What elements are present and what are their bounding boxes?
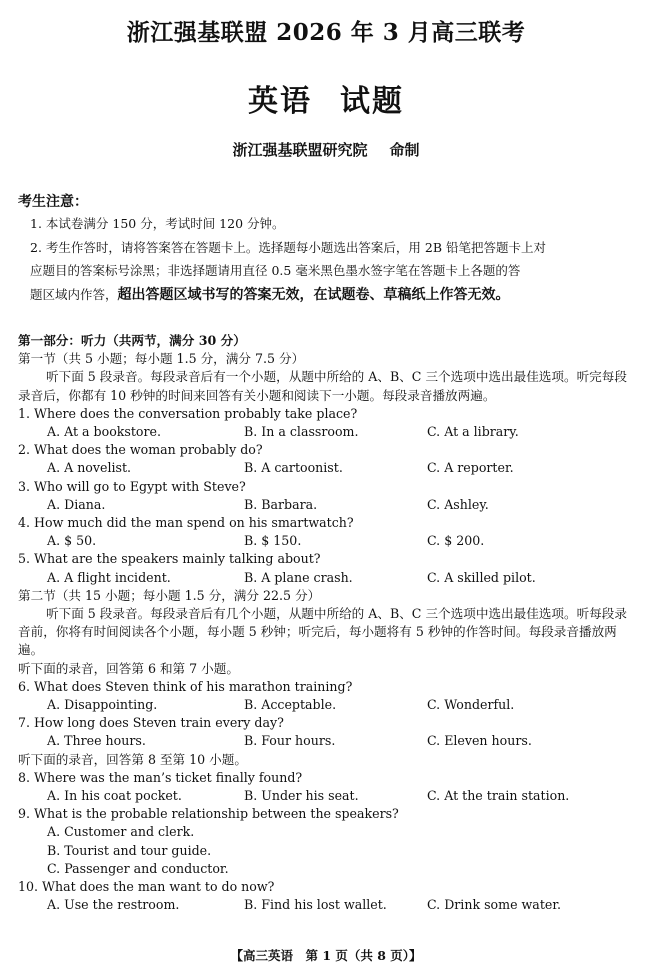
option-c: C. Wonderful. <box>427 697 515 713</box>
question-9 <box>18 805 636 878</box>
option-c: C. At the train station. <box>427 788 570 804</box>
notice-item-1: 1. 本试卷满分 150 分，考试时间 120 分钟。 <box>30 216 285 231</box>
options <box>18 459 636 477</box>
listening-part <box>18 332 636 915</box>
question-10 <box>18 878 636 914</box>
notice-item-2-line-2: 应题目的答案标号涂黑；非选择题请用直径 0.5 毫米黑色墨水签字笔在答题卡上各题的答 <box>30 263 521 278</box>
option-b: B. A cartoonist. <box>244 460 343 476</box>
question-8 <box>18 769 636 805</box>
maker-institute: 浙江强基联盟研究院 <box>232 141 368 159</box>
option-b: B. In a classroom. <box>244 424 359 440</box>
options <box>18 896 636 914</box>
option-c: C. Passenger and conductor. <box>47 860 229 876</box>
option-c: C. Drink some water. <box>427 897 561 913</box>
question-stem: 4. How much did the man spend on his smartwatch? <box>18 515 354 531</box>
option-c: C. Ashley. <box>427 496 489 512</box>
exam-title: 浙江强基联盟 2026 年 3 月高三联考 <box>126 19 526 46</box>
question-stem: 6. What does Steven think of his marathon training? <box>18 678 353 694</box>
option-b: B. Tourist and tour guide. <box>47 842 212 858</box>
option-c: C. At a library. <box>427 424 519 440</box>
option-c: C. A skilled pilot. <box>427 569 536 585</box>
option-b: B. Barbara. <box>244 496 318 512</box>
notice-item-2-line-1: 2. 考生作答时，请将答案答在答题卡上。选择题每小题选出答案后，用 2B 铅笔把答题卡上对 <box>30 240 546 255</box>
prompt-8-10: 听下面的录音，回答第 8 至第 10 小题。 <box>18 751 247 767</box>
option-a: A. Three hours. <box>47 733 146 749</box>
options <box>18 732 636 750</box>
option-c: C. $ 200. <box>427 533 485 549</box>
option-c: C. Eleven hours. <box>427 733 532 749</box>
option-a: A. Use the restroom. <box>47 897 180 913</box>
question-2 <box>18 441 636 477</box>
question-stem: 1. Where does the conversation probably take place? <box>18 405 358 421</box>
question-1 <box>18 405 636 441</box>
options <box>18 496 636 514</box>
section2-instructions: 听下面 5 段录音。每段录音后有几个小题，从题中所给的 A、B、C 三个选项中选出最佳选项。听每段录音前，你将有时间阅读各个小题，每小题 5 秒钟；听完后，每小题将有 5 秒钟的作答时间。每段录音播放两遍。 <box>18 606 627 658</box>
maker-line <box>0 139 652 160</box>
option-a: A. In his coat pocket. <box>47 788 182 804</box>
notice-item-2-line-3 <box>30 285 650 305</box>
question-5 <box>18 550 636 586</box>
option-a: A. At a bookstore. <box>47 424 161 440</box>
options <box>18 423 636 441</box>
question-7 <box>18 714 636 750</box>
notice-item-2-text: 题区域内作答， <box>30 287 118 302</box>
option-a: A. Disappointing. <box>47 697 158 713</box>
question-stem: 7. How long does Steven train every day? <box>18 715 284 731</box>
options <box>18 569 636 587</box>
option-a: A. A flight incident. <box>47 569 171 585</box>
options <box>18 532 636 550</box>
subject-name: 英语 <box>248 84 312 119</box>
question-3 <box>18 478 636 514</box>
notice-heading: 考生注意： <box>18 194 88 210</box>
question-stem: 5. What are the speakers mainly talking about? <box>18 551 321 567</box>
options <box>18 787 636 805</box>
question-stem: 10. What does the man want to do now? <box>18 879 275 895</box>
option-a: A. A novelist. <box>47 460 132 476</box>
subject-title <box>0 76 652 120</box>
question-stem: 9. What is the probable relationship between the speakers? <box>18 806 399 822</box>
options <box>18 696 636 714</box>
page-footer: 【高三英语 第 1 页（共 8 页）】 <box>230 948 422 963</box>
question-stem: 2. What does the woman probably do? <box>18 442 263 458</box>
part1-heading: 第一部分：听力（共两节，满分 30 分） <box>18 333 246 348</box>
option-b: B. Find his lost wallet. <box>244 897 387 913</box>
option-a: A. $ 50. <box>47 533 97 549</box>
subject-label: 试题 <box>340 84 404 119</box>
option-b: B. Four hours. <box>244 733 336 749</box>
prompt-6-7: 听下面的录音，回答第 6 和第 7 小题。 <box>18 660 239 676</box>
question-4 <box>18 514 636 550</box>
option-b: B. Acceptable. <box>244 697 337 713</box>
section1-instructions: 听下面 5 段录音。每段录音后有一个小题，从题中所给的 A、B、C 三个选项中选出最佳选项。听完每段录音后，你都有 10 秒钟的时间来回答有关小题和阅读下一小题。每段录音播放两遍。 <box>18 369 627 403</box>
question-6 <box>18 678 636 714</box>
section2-heading: 第二节（共 15 小题；每小题 1.5 分，满分 22.5 分） <box>18 587 321 603</box>
option-a: A. Customer and clerk. <box>47 824 195 840</box>
question-stem: 3. Who will go to Egypt with Steve? <box>18 478 246 494</box>
section1-heading: 第一节（共 5 小题；每小题 1.5 分，满分 7.5 分） <box>18 351 305 367</box>
option-c: C. A reporter. <box>427 460 514 476</box>
notice-warning: 超出答题区域书写的答案无效，在试题卷、草稿纸上作答无效。 <box>117 287 510 303</box>
option-b: B. $ 150. <box>244 533 302 549</box>
option-a: A. Diana. <box>47 496 106 512</box>
maker-label: 命制 <box>389 141 420 159</box>
question-stem: 8. Where was the man’s ticket finally found? <box>18 769 303 785</box>
option-b: B. A plane crash. <box>244 569 353 585</box>
option-b: B. Under his seat. <box>244 788 359 804</box>
